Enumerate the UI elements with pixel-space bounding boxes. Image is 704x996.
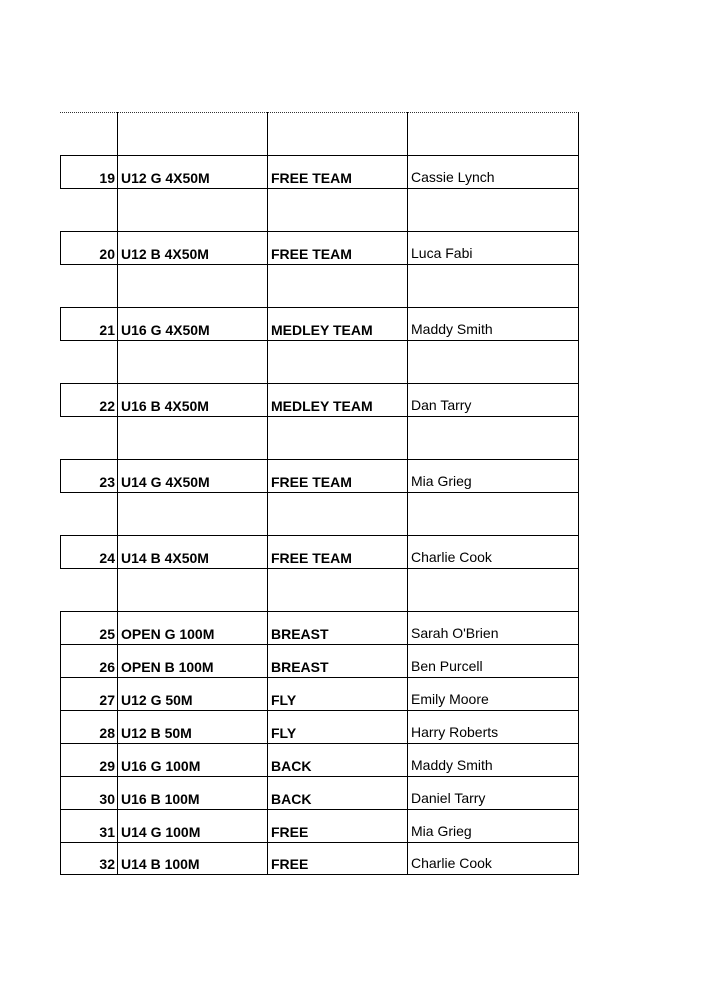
table-row-blank — [60, 265, 579, 308]
event-number: 19 — [99, 170, 115, 186]
event-name: U14 B 4X50M — [121, 550, 209, 566]
table-row — [60, 744, 579, 777]
event-name: U12 B 4X50M — [121, 246, 209, 262]
event-number: 28 — [99, 725, 115, 741]
table-row — [60, 711, 579, 744]
event-number: 24 — [99, 550, 115, 566]
swimmer-name: Mia Grieg — [411, 473, 472, 489]
table-row — [60, 612, 579, 645]
table-row — [60, 460, 579, 493]
event-number: 21 — [99, 322, 115, 338]
event-number: 29 — [99, 758, 115, 774]
event-name: U12 G 50M — [121, 692, 193, 708]
swimmer-name: Cassie Lynch — [411, 169, 495, 185]
table-row-blank — [60, 417, 579, 460]
event-stroke: FREE TEAM — [271, 246, 352, 262]
table-row — [60, 645, 579, 678]
table-row — [60, 777, 579, 810]
swimmer-name: Emily Moore — [411, 691, 489, 707]
table-row-blank — [60, 112, 579, 156]
table-row-blank — [60, 189, 579, 232]
event-name: U12 G 4X50M — [121, 170, 210, 186]
event-number: 27 — [99, 692, 115, 708]
table-row — [60, 678, 579, 711]
table-row — [60, 843, 579, 875]
table-row — [60, 232, 579, 265]
event-name: U16 G 100M — [121, 758, 201, 774]
event-name: U12 B 50M — [121, 725, 192, 741]
event-number: 31 — [99, 824, 115, 840]
event-name: U14 B 100M — [121, 856, 200, 872]
table-row-blank — [60, 493, 579, 536]
event-stroke: BREAST — [271, 626, 329, 642]
event-name: U16 B 4X50M — [121, 398, 209, 414]
table-row-blank — [60, 341, 579, 384]
event-name: U16 G 4X50M — [121, 322, 210, 338]
swimmer-name: Maddy Smith — [411, 757, 493, 773]
event-stroke: MEDLEY TEAM — [271, 322, 373, 338]
event-stroke: FLY — [271, 692, 297, 708]
event-stroke: FLY — [271, 725, 297, 741]
event-name: OPEN B 100M — [121, 659, 214, 675]
event-table — [60, 112, 579, 875]
event-number: 26 — [99, 659, 115, 675]
event-name: U14 G 100M — [121, 824, 201, 840]
event-stroke: FREE TEAM — [271, 170, 352, 186]
event-stroke: FREE TEAM — [271, 550, 352, 566]
swimmer-name: Luca Fabi — [411, 245, 473, 261]
table-row-blank — [60, 569, 579, 612]
event-stroke: BACK — [271, 758, 312, 774]
event-name: U16 B 100M — [121, 791, 200, 807]
swimmer-name: Maddy Smith — [411, 321, 493, 337]
swimmer-name: Harry Roberts — [411, 724, 499, 740]
event-stroke: BACK — [271, 791, 312, 807]
table-row — [60, 810, 579, 843]
event-number: 22 — [99, 398, 115, 414]
swimmer-name: Sarah O'Brien — [411, 625, 499, 641]
table-row — [60, 156, 579, 189]
swimmer-name: Dan Tarry — [411, 397, 472, 413]
swimmer-name: Ben Purcell — [411, 658, 483, 674]
event-number: 20 — [99, 246, 115, 262]
event-number: 25 — [99, 626, 115, 642]
event-stroke: MEDLEY TEAM — [271, 398, 373, 414]
swimmer-name: Daniel Tarry — [411, 790, 486, 806]
event-stroke: FREE — [271, 824, 309, 840]
event-number: 30 — [99, 791, 115, 807]
swimmer-name: Charlie Cook — [411, 549, 492, 565]
event-name: OPEN G 100M — [121, 626, 215, 642]
table-row — [60, 536, 579, 569]
swimmer-name: Mia Grieg — [411, 823, 472, 839]
event-name: U14 G 4X50M — [121, 474, 210, 490]
event-stroke: FREE — [271, 856, 309, 872]
event-number: 23 — [99, 474, 115, 490]
table-row — [60, 384, 579, 417]
event-stroke: BREAST — [271, 659, 329, 675]
event-stroke: FREE TEAM — [271, 474, 352, 490]
event-number: 32 — [99, 856, 115, 872]
swimmer-name: Charlie Cook — [411, 855, 492, 871]
table-row — [60, 308, 579, 341]
